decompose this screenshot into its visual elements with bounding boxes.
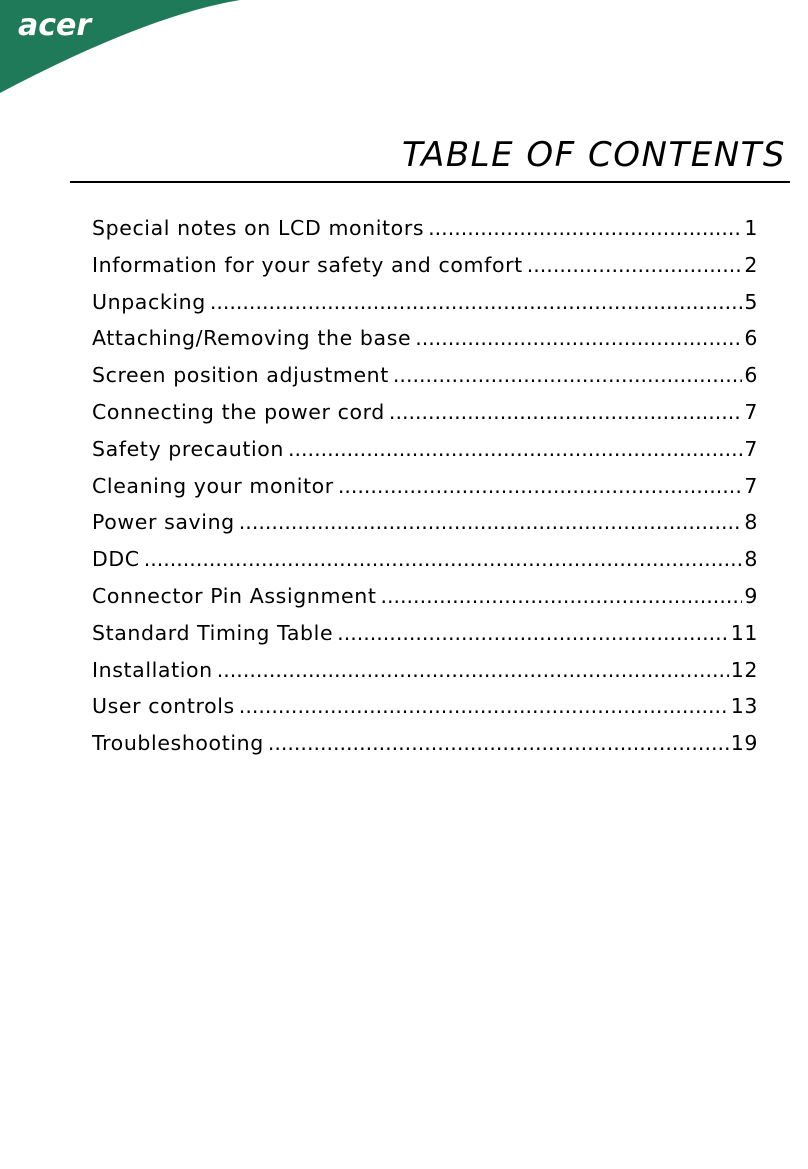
- toc-entry[interactable]: [92, 320, 758, 357]
- toc-entry-label: Installation: [92, 657, 213, 682]
- dot-leader: [239, 688, 729, 725]
- dot-leader: [527, 247, 743, 284]
- toc-entry[interactable]: [92, 431, 758, 468]
- toc-entry[interactable]: [92, 688, 758, 725]
- toc-entry-label: Cleaning your monitor: [92, 473, 334, 498]
- logo-wordmark: acer: [18, 8, 92, 43]
- dot-leader: [389, 394, 742, 431]
- dot-leader: [144, 541, 743, 578]
- toc-entry-label: Troubleshooting: [92, 731, 264, 756]
- toc-entry[interactable]: [92, 615, 758, 652]
- dot-leader: [217, 652, 729, 689]
- dot-leader: [288, 431, 742, 468]
- toc-entry-page-number: 7: [744, 436, 758, 461]
- toc-entry[interactable]: [92, 284, 758, 321]
- toc-entry-label: Special notes on LCD monitors: [92, 216, 425, 240]
- toc-entry[interactable]: [92, 210, 758, 247]
- toc-entry[interactable]: [92, 468, 758, 505]
- toc-entry-label: Connector Pin Assignment: [92, 583, 377, 608]
- toc-entry-label: Information for your safety and comfort: [92, 252, 523, 277]
- toc-entry[interactable]: [92, 725, 758, 762]
- dot-leader: [210, 284, 743, 321]
- logo-graphic: [0, 0, 240, 96]
- toc-entry-label: Safety precaution: [92, 436, 284, 461]
- toc-entry-label: Screen position adjustment: [92, 363, 389, 388]
- toc-entry-page-number: 8: [744, 547, 758, 572]
- toc-entry-page-number: 2: [744, 252, 758, 277]
- toc-entry-page-number: 6: [744, 363, 758, 388]
- toc-entry-label: User controls: [92, 694, 235, 719]
- toc-entry-label: Power saving: [92, 510, 235, 535]
- toc-entry-page-number: 6: [744, 326, 758, 351]
- toc-entry[interactable]: [92, 357, 758, 394]
- toc-entry-page-number: 7: [744, 399, 758, 424]
- toc-entry-page-number: 13: [730, 694, 758, 719]
- toc-entry[interactable]: [92, 394, 758, 431]
- toc-entry-label: Standard Timing Table: [92, 620, 334, 645]
- toc-entry[interactable]: [92, 541, 758, 578]
- acer-logo: [0, 0, 240, 96]
- toc-entry-page-number: 7: [744, 473, 758, 498]
- toc-entry-page-number: 5: [744, 289, 758, 314]
- dot-leader: [393, 357, 742, 394]
- dot-leader: [337, 615, 729, 652]
- dot-leader: [338, 468, 743, 505]
- page-title: TABLE OF CONTENTS: [401, 135, 786, 175]
- toc-entry-page-number: 1: [744, 216, 758, 240]
- dot-leader: [380, 578, 742, 615]
- toc-entry-page-number: 8: [744, 510, 758, 535]
- toc-entry-page-number: 19: [730, 731, 758, 756]
- title-underline: [70, 181, 790, 183]
- toc-entry[interactable]: [92, 504, 758, 541]
- dot-leader: [415, 320, 742, 357]
- toc-entry[interactable]: [92, 247, 758, 284]
- toc-entry-page-number: 9: [744, 583, 758, 608]
- toc-entry-label: Connecting the power cord: [92, 399, 385, 424]
- table-of-contents: [92, 210, 758, 762]
- toc-entry-label: Unpacking: [92, 289, 206, 314]
- dot-leader: [239, 504, 743, 541]
- toc-entry-label: Attaching/Removing the base: [92, 326, 412, 351]
- toc-entry-page-number: 11: [730, 620, 758, 645]
- toc-entry[interactable]: [92, 652, 758, 689]
- toc-entry-page-number: 12: [730, 657, 758, 682]
- toc-entry[interactable]: [92, 578, 758, 615]
- dot-leader: [268, 725, 729, 762]
- dot-leader: [428, 210, 742, 247]
- toc-entry-label: DDC: [92, 547, 140, 572]
